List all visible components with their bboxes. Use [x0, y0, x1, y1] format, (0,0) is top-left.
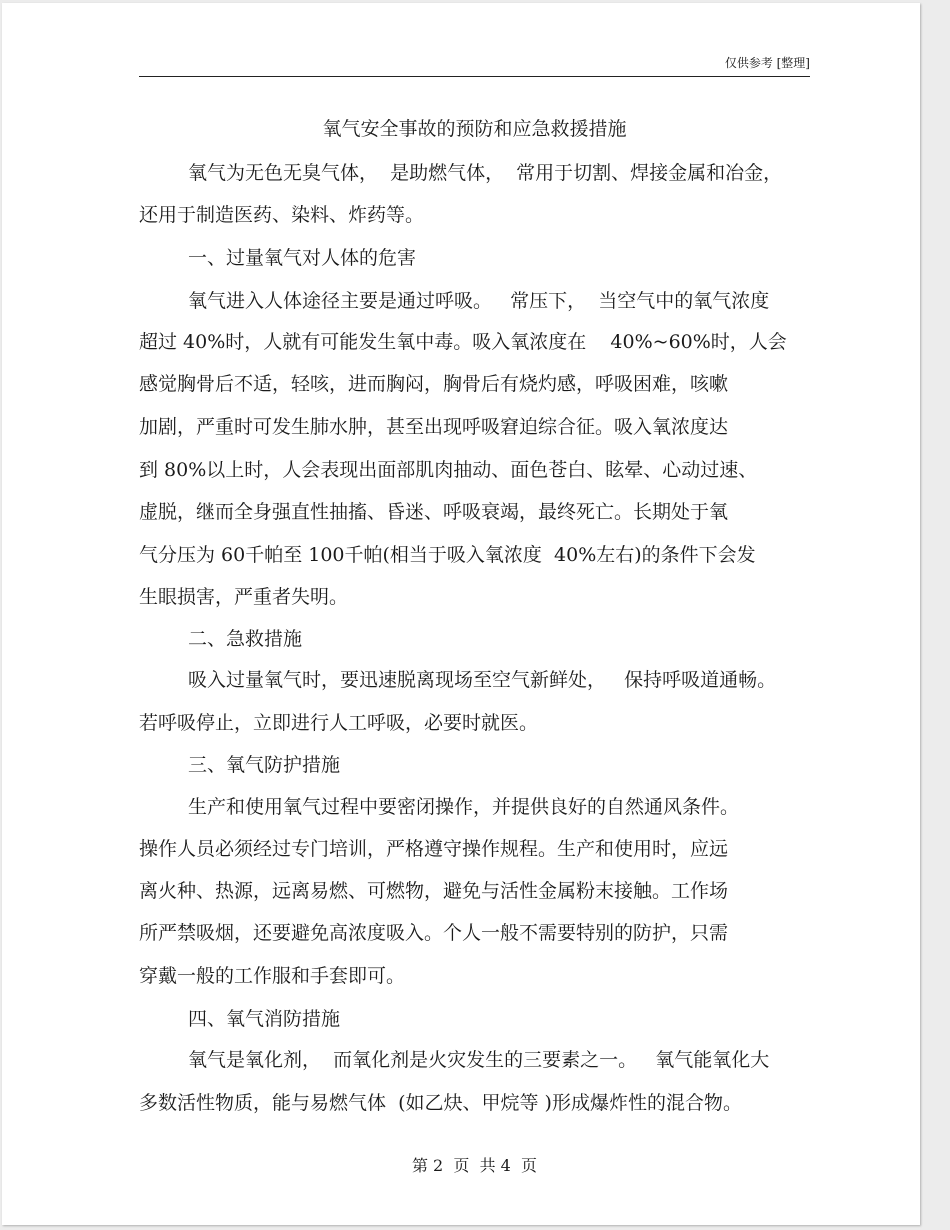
section-heading: 三、氧气防护措施	[188, 754, 341, 776]
document-title: 氧气安全事故的预防和应急救援措施	[322, 118, 627, 140]
body-line: 加剧，严重时可发生肺水肿，甚至出现呼吸窘迫综合征。吸入氧浓度达	[139, 416, 729, 438]
section-heading: 二、急救措施	[188, 628, 303, 650]
body-line: 还用于制造医药、染料、炸药等。	[139, 204, 425, 226]
body-line: 气分压为 60千帕至 100千帕(相当于吸入氧浓度 40%左右)的条件下会发	[139, 544, 756, 566]
body-line: 到 80%以上时，人会表现出面部肌肉抽动、面色苍白、眩晕、心动过速、	[139, 459, 758, 481]
body-line: 感觉胸骨后不适，轻咳，进而胸闷，胸骨后有烧灼感，呼吸困难，咳嗽	[139, 373, 729, 395]
body-line: 氧气进入人体途径主要是通过呼吸。 常压下， 当空气中的氧气浓度	[188, 290, 770, 312]
body-line: 超过 40%时，人就有可能发生氧中毒。吸入氧浓度在 40%~60%时，人会	[139, 331, 787, 353]
body-line: 生产和使用氧气过程中要密闭操作，并提供良好的自然通风条件。	[188, 796, 740, 818]
body-line: 虚脱，继而全身强直性抽搐、昏迷、呼吸衰竭，最终死亡。长期处于氧	[139, 501, 729, 523]
body-line: 氧气是氧化剂， 而氧化剂是火灾发生的三要素之一。 氧气能氧化大	[188, 1049, 770, 1071]
page-header: 仅供参考 [整理]	[724, 56, 810, 70]
body-line: 离火种、热源，远离易燃、可燃物，避免与活性金属粉末接触。工作场	[139, 880, 729, 902]
body-line: 穿戴一般的工作服和手套即可。	[139, 965, 406, 987]
body-line: 吸入过量氧气时，要迅速脱离现场至空气新鲜处， 保持呼吸道通畅。	[188, 669, 777, 691]
body-line: 所严禁吸烟，还要避免高浓度吸入。个人一般不需要特别的防护，只需	[139, 922, 729, 944]
header-divider	[139, 76, 810, 77]
body-line: 氧气为无色无臭气体， 是助燃气体， 常用于切割、焊接金属和冶金，	[188, 162, 783, 184]
body-line: 生眼损害，严重者失明。	[139, 586, 349, 608]
document-page	[2, 3, 920, 1225]
section-heading: 四、氧气消防措施	[188, 1008, 341, 1030]
section-heading: 一、过量氧气对人体的危害	[188, 247, 417, 269]
body-line: 若呼吸停止，立即进行人工呼吸，必要时就医。	[139, 712, 539, 734]
body-line: 操作人员必须经过专门培训，严格遵守操作规程。生产和使用时，应远	[139, 838, 729, 860]
body-line: 多数活性物质，能与易燃气体 (如乙炔、甲烷等 )形成爆炸性的混合物。	[139, 1092, 742, 1114]
page-footer: 第 2 页 共 4 页	[411, 1156, 538, 1175]
